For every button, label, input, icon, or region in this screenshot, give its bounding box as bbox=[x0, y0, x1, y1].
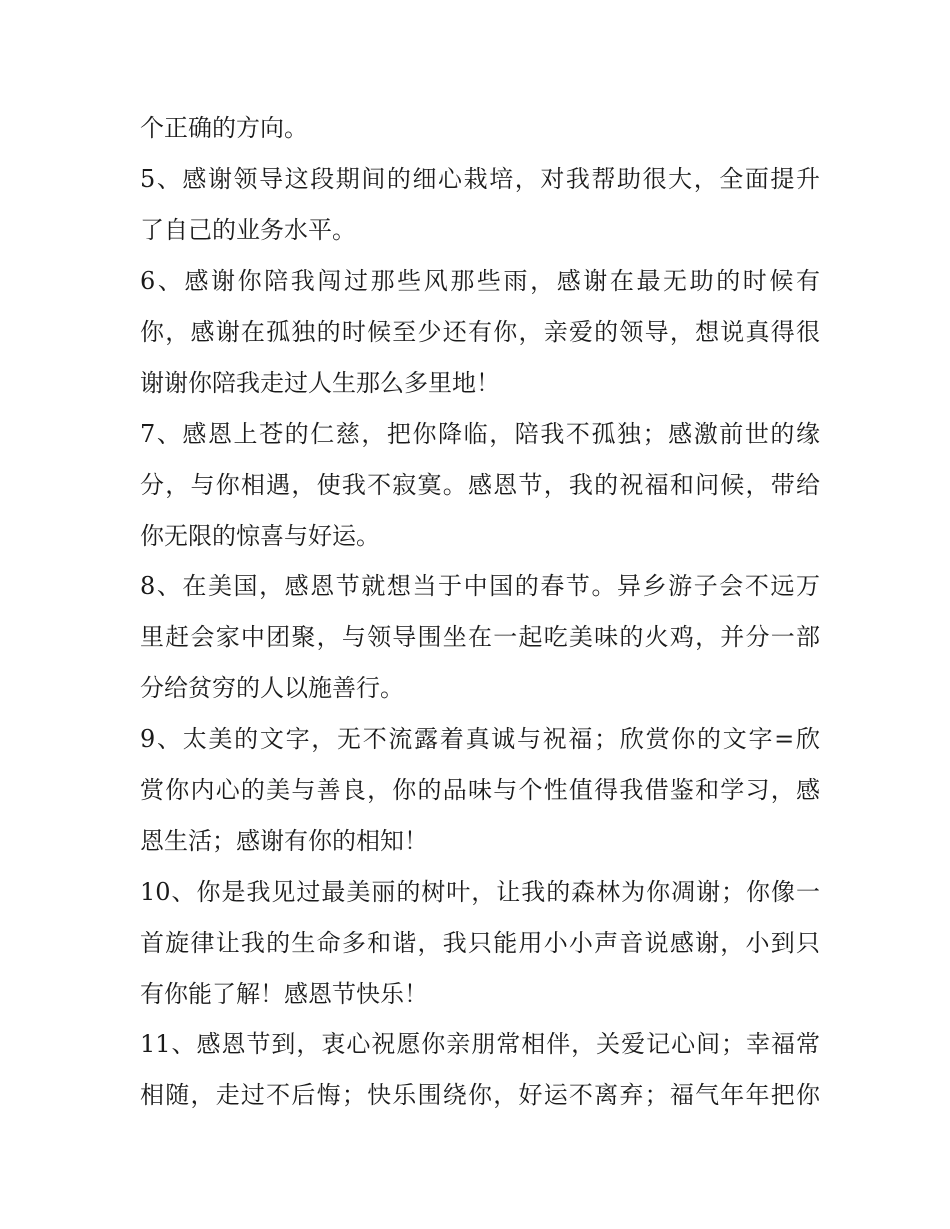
text-line: 里赶会家中团聚，与领导围坐在一起吃美味的火鸡，并分一部 bbox=[140, 623, 820, 651]
text-line: 你无限的惊喜与好运。 bbox=[140, 522, 380, 550]
text-line: 分，与你相遇，使我不寂寞。感恩节，我的祝福和问候，带给 bbox=[140, 471, 820, 499]
text-line: 谢谢你陪我走过人生那么多里地！ bbox=[140, 369, 500, 397]
text-line: 个正确的方向。 bbox=[140, 114, 308, 142]
text-line: 赏你内心的美与善良，你的品味与个性值得我借鉴和学习，感 bbox=[140, 776, 820, 804]
text-line: 8、在美国，感恩节就想当于中国的春节。异乡游子会不远万 bbox=[140, 572, 820, 600]
text-line: 首旋律让我的生命多和谐，我只能用小小声音说感谢，小到只 bbox=[140, 929, 820, 957]
text-line: 7、感恩上苍的仁慈，把你降临，陪我不孤独；感激前世的缘 bbox=[140, 420, 820, 448]
text-line: 你，感谢在孤独的时候至少还有你，亲爱的领导，想说真得很 bbox=[140, 318, 820, 346]
text-line: 了自己的业务水平。 bbox=[140, 216, 356, 244]
text-line: 9、太美的文字，无不流露着真诚与祝福；欣赏你的文字=欣 bbox=[140, 725, 820, 753]
text-line: 分给贫穷的人以施善行。 bbox=[140, 674, 404, 702]
text-line: 10、你是我见过最美丽的树叶，让我的森林为你凋谢；你像一 bbox=[140, 878, 820, 906]
text-line: 恩生活；感谢有你的相知！ bbox=[140, 827, 428, 855]
text-line: 11、感恩节到，衷心祝愿你亲朋常相伴，关爱记心间；幸福常 bbox=[140, 1030, 820, 1058]
text-line: 相随，走过不后悔；快乐围绕你，好运不离弃；福气年年把你 bbox=[140, 1081, 820, 1109]
text-line: 6、感谢你陪我闯过那些风那些雨，感谢在最无助的时候有 bbox=[140, 267, 820, 295]
text-line: 5、感谢领导这段期间的细心栽培，对我帮助很大，全面提升 bbox=[140, 165, 820, 193]
text-line: 有你能了解！感恩节快乐！ bbox=[140, 980, 428, 1008]
